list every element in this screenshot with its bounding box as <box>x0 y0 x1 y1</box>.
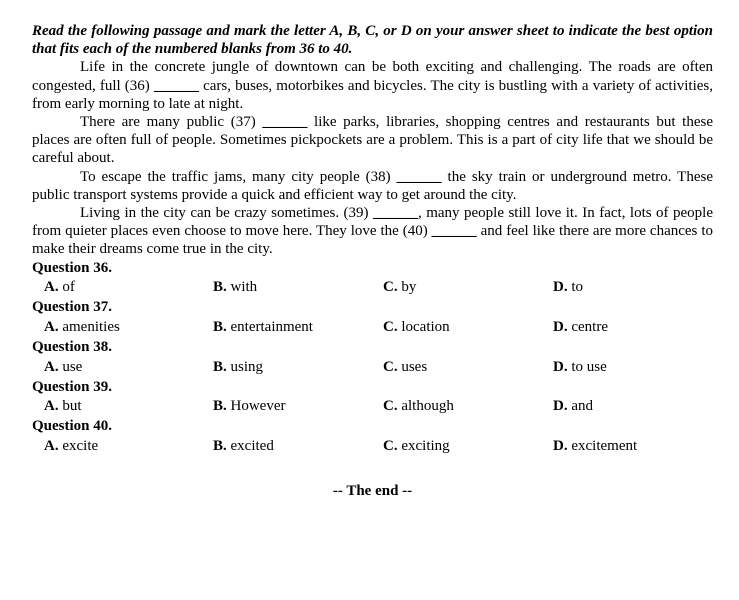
passage-paragraph-4 <box>32 204 713 259</box>
option-row <box>32 397 713 417</box>
option-b[interactable] <box>213 437 274 455</box>
option-letter: D. <box>553 398 568 415</box>
option-letter: A. <box>44 319 59 336</box>
option-text: location <box>397 319 450 336</box>
option-text: entertainment <box>226 319 313 336</box>
option-row <box>32 437 713 457</box>
blank-38: ______ <box>396 168 442 185</box>
question-title: Question 40. <box>32 418 113 435</box>
option-d[interactable] <box>553 397 593 415</box>
option-text: excitement <box>567 438 638 455</box>
option-b[interactable] <box>213 278 257 296</box>
option-letter: D. <box>553 279 568 296</box>
option-text: centre <box>567 319 608 336</box>
option-b[interactable] <box>213 397 286 415</box>
option-text: to use <box>567 358 607 375</box>
passage-text: Life in the concrete jungle of downtown can be both exciting and challenging. The roads are often congested, full (36) <box>32 59 713 94</box>
option-text: to <box>567 279 584 296</box>
option-d[interactable] <box>553 318 608 336</box>
option-text: with <box>226 279 258 296</box>
question-title: Question 37. <box>32 299 113 316</box>
blank-36: ______ <box>153 77 199 94</box>
option-a[interactable] <box>44 397 82 415</box>
option-letter: C. <box>383 319 398 336</box>
option-letter: A. <box>44 438 59 455</box>
option-letter: B. <box>213 358 227 375</box>
option-b[interactable] <box>213 358 263 376</box>
option-c[interactable] <box>383 397 454 415</box>
option-text: excited <box>226 438 274 455</box>
passage-paragraph-3 <box>32 168 713 204</box>
option-letter: A. <box>44 398 59 415</box>
option-c[interactable] <box>383 278 416 296</box>
option-letter: C. <box>383 279 398 296</box>
option-row <box>32 358 713 378</box>
option-letter: C. <box>383 398 398 415</box>
option-text: use <box>58 358 83 375</box>
option-text: but <box>58 398 82 415</box>
passage-text: the sky train or underground metro. These public transport systems provide a quick and efficient way to get around the city. <box>32 168 713 203</box>
option-a[interactable] <box>44 358 82 376</box>
blank-39: ______ <box>373 205 418 222</box>
option-letter: B. <box>213 398 227 415</box>
option-d[interactable] <box>553 437 637 455</box>
option-letter: A. <box>44 279 59 296</box>
option-letter: C. <box>383 358 398 375</box>
blank-37: ______ <box>262 114 308 131</box>
option-c[interactable] <box>383 358 427 376</box>
option-letter: D. <box>553 438 568 455</box>
passage-text: like parks, libraries, shopping centres and restaurants but these places are often full of people. Sometimes pickpockets are a problem. This is a part of city life that we should be careful about. <box>32 114 713 167</box>
option-text: although <box>397 398 454 415</box>
option-letter: D. <box>553 358 568 375</box>
passage-text: To escape the traffic jams, many city people (38) <box>80 168 397 185</box>
passage-paragraph-1 <box>32 58 713 113</box>
option-letter: B. <box>213 438 227 455</box>
option-text: However <box>226 398 286 415</box>
option-text: uses <box>397 358 428 375</box>
passage-text: and feel like there are more chances to make their dreams come true in the city. <box>32 223 713 258</box>
passage-text: , many people still love it. In fact, lots of people from quieter places even choose to move here. They love the (40) <box>32 205 713 240</box>
passage-text: There are many public (37) <box>80 114 263 131</box>
question-title: Question 39. <box>32 378 113 395</box>
instruction: Read the following passage and mark the letter A, B, C, or D on your answer sheet to indicate the best option that fits each of the numbered blanks from 36 to 40. <box>32 23 713 58</box>
option-text: amenities <box>58 319 120 336</box>
option-a[interactable] <box>44 437 98 455</box>
exam-page <box>32 22 713 499</box>
option-c[interactable] <box>383 437 450 455</box>
option-row <box>32 318 713 338</box>
option-text: by <box>397 279 417 296</box>
end-marker: -- The end -- <box>332 483 413 499</box>
option-row <box>32 278 713 298</box>
option-b[interactable] <box>213 318 313 336</box>
option-letter: B. <box>213 279 227 296</box>
option-text: excite <box>58 438 99 455</box>
option-a[interactable] <box>44 278 75 296</box>
option-letter: A. <box>44 358 59 375</box>
option-text: of <box>58 279 75 296</box>
blank-40: ______ <box>431 223 477 240</box>
passage-text: cars, buses, motorbikes and bicycles. The city is bustling with a variety of activities, from early morning to late at night. <box>32 77 713 112</box>
question-title: Question 38. <box>32 339 113 356</box>
question-title: Question 36. <box>32 259 113 276</box>
option-text: and <box>567 398 594 415</box>
option-d[interactable] <box>553 358 607 376</box>
passage-paragraph-2 <box>32 113 713 168</box>
option-text: using <box>226 358 264 375</box>
option-letter: C. <box>383 438 398 455</box>
option-letter: B. <box>213 319 227 336</box>
option-letter: D. <box>553 319 568 336</box>
option-c[interactable] <box>383 318 450 336</box>
option-text: exciting <box>397 438 450 455</box>
option-d[interactable] <box>553 278 583 296</box>
passage-text: Living in the city can be crazy sometimes. (39) <box>80 205 373 222</box>
option-a[interactable] <box>44 318 120 336</box>
